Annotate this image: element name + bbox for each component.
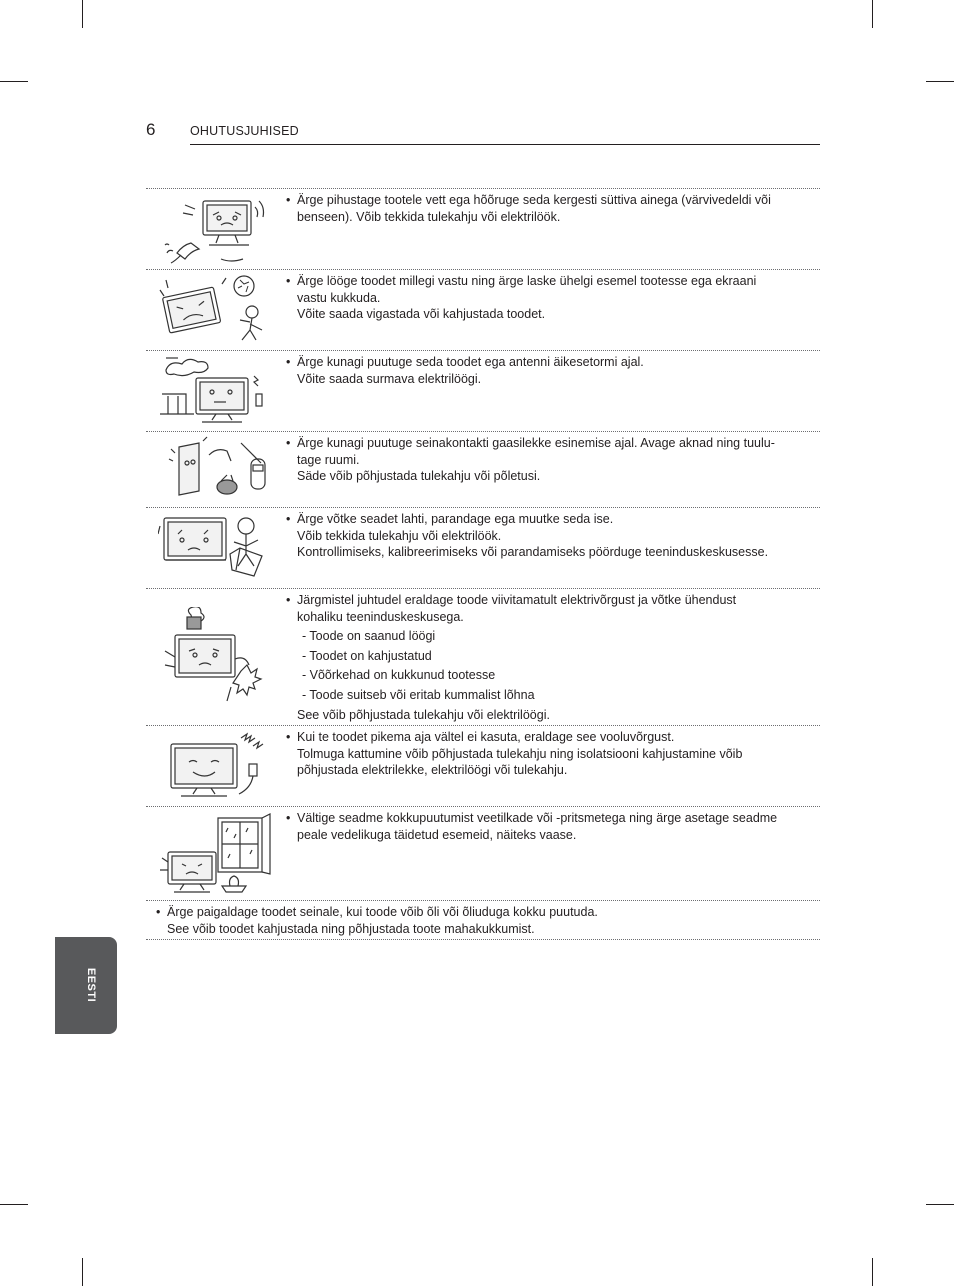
text-line: Ärge pihustage tootele vett ega hõõruge seda kergesti süttiva ainega (värvivedeldi või [297, 193, 771, 207]
instruction-text [286, 351, 820, 431]
text-line: Ärge kunagi puutuge seinakontakti gaasilekke esinemise ajal. Avage aknad ning tuulu- [297, 436, 775, 450]
text-line: Võib tekkida tulekahju või elektrilöök. [297, 528, 502, 543]
crop-mark [0, 1204, 28, 1205]
instruction-row [146, 432, 820, 508]
page-number: 6 [146, 120, 156, 139]
bullet-item [286, 354, 812, 387]
text-line: Säde võib põhjustada tulekahju või põletusi. [297, 469, 541, 483]
crop-mark [0, 81, 28, 82]
text-line: põhjustada elektrilekke, elektrilöögi või tulekahju. [297, 763, 568, 777]
bullet-icon: • [156, 905, 161, 919]
gas-leak-outlet-icon [146, 432, 286, 507]
tv-window-rain-vase-icon [146, 807, 286, 900]
tv-unplug-unused-icon [146, 726, 286, 806]
language-tab [55, 937, 117, 1034]
bullet-icon: • [286, 355, 291, 369]
safety-instructions-table [146, 188, 820, 940]
instruction-text [286, 432, 820, 507]
text-line: See võib põhjustada tulekahju või elektrilöögi. [297, 708, 550, 722]
text-line: Ärge kunagi puutuge seda toodet ega antenni äikesetormi ajal. [297, 355, 644, 369]
bullet-item [286, 729, 812, 779]
bullet-icon: • [286, 512, 291, 526]
condition-item: - Toode on saanud löögi [302, 629, 436, 643]
text-line: See võib toodet kahjustada ning põhjustada toote mahakukkumist. [167, 921, 535, 936]
header-rule [190, 144, 820, 145]
bullet-icon: • [286, 811, 291, 825]
instruction-row [146, 189, 820, 270]
condition-item: - Võõrkehad on kukkunud tootesse [302, 668, 496, 682]
crop-mark [926, 81, 954, 82]
condition-item: - Toodet on kahjustatud [302, 648, 432, 663]
bullet-item [286, 192, 812, 225]
tv-damage-smoke-icon [146, 589, 286, 725]
text-line: tage ruumi. [297, 452, 360, 467]
bullet-icon: • [286, 274, 291, 288]
bullet-item [156, 904, 598, 937]
text-line: Ärge võtke seadet lahti, parandage ega muutke seda ise. [297, 512, 614, 526]
text-line: Võite saada vigastada või kahjustada toodet. [297, 307, 546, 321]
text-line: Kontrollimiseks, kalibreerimiseks või parandamiseks pöörduge teeninduskeskusesse. [297, 545, 769, 559]
text-line: Vältige seadme kokkupuutumist veetilkade või -pritsmetega ning ärge asetage seadme [297, 811, 778, 825]
crop-mark [82, 1258, 83, 1286]
text-line: Tolmuga kattumine võib põhjustada tulekahju ning isolatsiooni kahjustamine võib [297, 746, 743, 761]
instruction-row [146, 270, 820, 351]
crop-mark [82, 0, 83, 28]
bullet-item [286, 592, 812, 625]
text-line: Võite saada surmava elektrilöögi. [297, 371, 482, 386]
bullet-item [286, 810, 812, 843]
instruction-text [286, 807, 820, 900]
tv-ball-impact-icon [146, 270, 286, 350]
instruction-row [146, 901, 820, 940]
bullet-icon: • [286, 436, 291, 450]
instruction-row [146, 807, 820, 901]
instruction-row [146, 726, 820, 807]
instruction-row [146, 589, 820, 726]
text-line: vastu kukkuda. [297, 290, 381, 305]
instruction-text [286, 589, 820, 725]
text-line: Kui te toodet pikema aja vältel ei kasuta, eraldage see vooluvõrgust. [297, 730, 675, 744]
tv-disassembly-technician-icon [146, 508, 286, 588]
tv-thunderstorm-icon [146, 351, 286, 431]
text-line: kohaliku teeninduskeskusega. [297, 609, 464, 624]
bullet-item [286, 511, 812, 561]
section-title: OHUTUSJUHISED [190, 124, 299, 138]
bullet-icon: • [286, 730, 291, 744]
tv-water-spray-icon [146, 189, 286, 269]
instruction-text [146, 901, 598, 939]
instruction-row [146, 351, 820, 432]
instruction-text [286, 270, 820, 350]
text-line: Ärge lööge toodet millegi vastu ning ärge laske ühelgi esemel tootesse ega ekraani [297, 274, 757, 288]
bullet-item [286, 273, 812, 323]
text-line: Ärge paigaldage toodet seinale, kui toode võib õli või õliuduga kokku puutuda. [167, 905, 598, 919]
crop-mark [872, 1258, 873, 1286]
instruction-text [286, 726, 820, 806]
text-line: benseen). Võib tekkida tulekahju või elektrilöök. [297, 209, 561, 224]
crop-mark [926, 1204, 954, 1205]
crop-mark [872, 0, 873, 28]
instruction-row [146, 508, 820, 589]
bullet-icon: • [286, 593, 291, 607]
bullet-item [286, 435, 812, 485]
text-line: Järgmistel juhtudel eraldage toode viivitamatult elektrivõrgust ja võtke ühendust [297, 593, 737, 607]
instruction-text [286, 508, 820, 588]
condition-item: - Toode suitseb või eritab kummalist lõhna [302, 687, 535, 702]
bullet-icon: • [286, 193, 291, 207]
instruction-text [286, 189, 820, 269]
text-line: peale vedelikuga täidetud esemeid, näiteks vaase. [297, 827, 577, 842]
condition-list [286, 628, 812, 706]
language-tab-label: EESTI [85, 967, 97, 1003]
